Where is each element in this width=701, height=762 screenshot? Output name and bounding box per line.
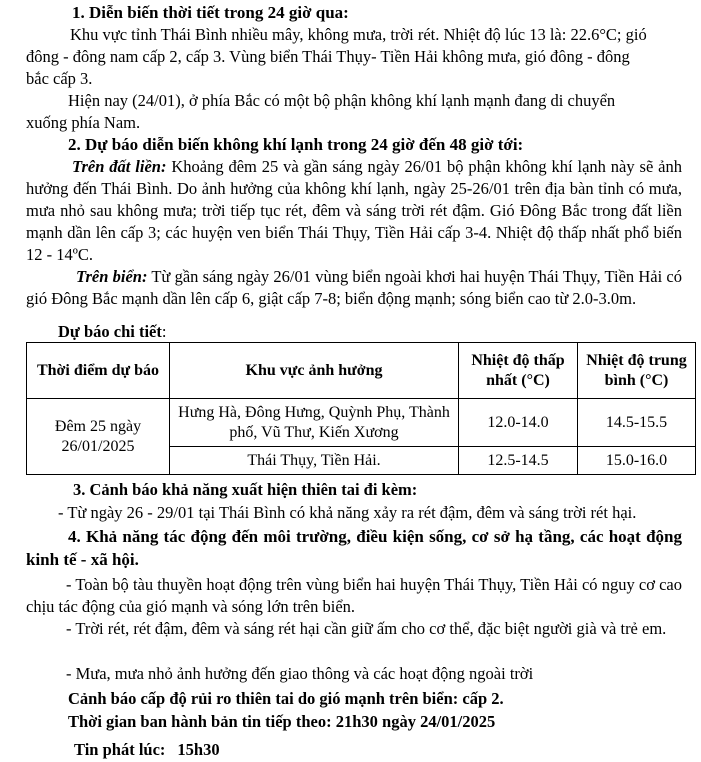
section3-heading: 3. Cảnh báo khả năng xuất hiện thiên tai đi kèm: (73, 480, 418, 499)
cell-avg: 14.5-15.5 (578, 399, 696, 447)
section1-p2-line2: xuống phía Nam. (26, 113, 141, 132)
risk-level: Cảnh báo cấp độ rủi ro thiên tai do gió mạnh trên biển: cấp 2. (68, 689, 504, 708)
section4-item2 (26, 618, 682, 640)
issued-time (74, 739, 220, 760)
cell-area: Hưng Hà, Đông Hưng, Quỳnh Phụ, Thành phố, Vũ Thư, Kiến Xương (170, 399, 459, 447)
col-header-avg: Nhiệt độ trung bình (°C) (578, 343, 696, 399)
land-label: Trên đất liền: (72, 157, 167, 176)
col-header-min: Nhiệt độ thấp nhất (°C) (459, 343, 578, 399)
cell-min: 12.0-14.0 (459, 399, 578, 447)
section4-item1 (26, 574, 682, 618)
cell-avg: 15.0-16.0 (578, 447, 696, 475)
land-text: Khoảng đêm 25 và gần sáng ngày 26/01 bộ phận không khí lạnh này sẽ ảnh hưởng đến Thái Bình. Do ảnh hưởng của không khí lạnh, ngày 25-26/01 trên địa bàn tỉnh có mưa, mưa nhỏ sau không mưa; trời tiếp tục rét, đêm và sáng trời rét đậm. Gió Đông Bắc trong đất liền mạnh dần lên cấp 3; các huyện ven biển Thái Thụy, Tiền Hải cấp 3-4. Nhiệt độ thấp nhất phổ biến 12 - 14ºC. (26, 157, 682, 264)
land-forecast (26, 156, 682, 266)
section4-item3: - Mưa, mưa nhỏ ảnh hưởng đến giao thông và các hoạt động ngoài trời (66, 664, 534, 683)
section1-line1: Khu vực tỉnh Thái Bình nhiều mây, không mưa, trời rét. Nhiệt độ lúc 13 là: 22.6°C; gió (70, 25, 647, 44)
section1-p2-line1: Hiện nay (24/01), ở phía Bắc có một bộ phận không khí lạnh mạnh đang di chuyển (68, 91, 616, 110)
issued-time-value: 15h30 (177, 740, 220, 759)
section4-heading-text: 4. Khả năng tác động đến môi trường, điều kiện sống, cơ sở hạ tầng, các hoạt động kinh tế - xã hội. (26, 527, 682, 569)
detail-colon: : (161, 322, 167, 341)
section3-item: - Từ ngày 26 - 29/01 tại Thái Bình có khả năng xảy ra rét đậm, đêm và sáng trời rét hại. (58, 503, 637, 522)
next-bulletin: Thời gian ban hành bản tin tiếp theo: 21h30 ngày 24/01/2025 (68, 712, 496, 731)
section1-line3: bắc cấp 3. (26, 69, 93, 88)
sea-text: Từ gần sáng ngày 26/01 vùng biển ngoài khơi hai huyện Thái Thụy, Tiền Hải có gió Đông Bắc mạnh dần lên cấp 6, giật cấp 7-8; biển động mạnh; sóng biển cao từ 2.0-3.0m. (26, 267, 682, 308)
cell-area: Thái Thụy, Tiền Hải. (170, 447, 459, 475)
section4-item2-text: - Trời rét, rét đậm, đêm và sáng rét hại cần giữ ấm cho cơ thể, đặc biệt người già và trẻ em. (66, 619, 667, 638)
col-header-area: Khu vực ảnh hưởng (170, 343, 459, 399)
detail-label-text: Dự báo chi tiết (58, 322, 162, 341)
section4-heading (26, 525, 682, 571)
section1-line2: đông - đông nam cấp 2, cấp 3. Vùng biển Thái Thụy- Tiền Hải không mưa, gió đông - đông (26, 47, 630, 66)
section2-heading: 2. Dự báo diễn biến không khí lạnh trong 24 giờ đến 48 giờ tới: (68, 135, 524, 154)
table-row (27, 399, 696, 447)
detail-label (58, 321, 166, 342)
issued-label: Tin phát lúc: (74, 740, 166, 759)
forecast-table (26, 342, 696, 475)
section4-item1-text: - Toàn bộ tàu thuyền hoạt động trên vùng biển hai huyện Thái Thụy, Tiền Hải có nguy cơ cao chịu tác động của gió mạnh và sóng lớn trên biển. (26, 575, 682, 616)
cell-min: 12.5-14.5 (459, 447, 578, 475)
sea-label: Trên biển: (76, 267, 148, 286)
sea-forecast (26, 266, 682, 310)
table-header-row (27, 343, 696, 399)
col-header-time: Thời điểm dự báo (27, 343, 170, 399)
section1-heading: 1. Diễn biến thời tiết trong 24 giờ qua: (72, 3, 349, 22)
cell-time: Đêm 25 ngày 26/01/2025 (27, 399, 170, 475)
